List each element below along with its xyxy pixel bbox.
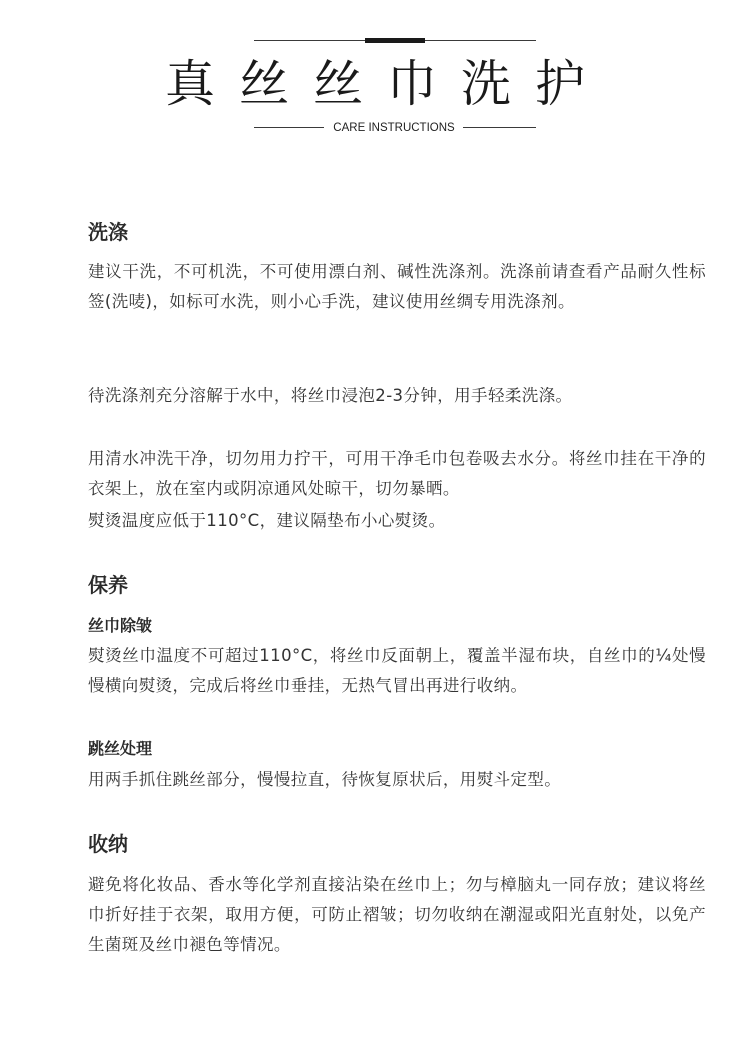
subtitle-right-rule xyxy=(463,127,536,128)
care-paragraph-wrinkles: 熨烫丝巾温度不可超过110°C，将丝巾反面朝上，覆盖半湿布块，自丝巾的¼处慢慢横向熨烫，完成后将丝巾垂挂，无热气冒出再进行收纳。 xyxy=(88,646,706,695)
washing-paragraph-4: 熨烫温度应低于110°C，建议隔垫布小心熨烫。 xyxy=(88,511,446,530)
washing-paragraph-3: 用清水冲洗干净，切勿用力拧干，可用干净毛巾包卷吸去水分。将丝巾挂在干净的衣架上，放在室内或阴凉通风处晾干，切勿暴晒。 xyxy=(88,449,706,498)
subtitle-left-rule xyxy=(254,127,324,128)
washing-paragraph-2: 待洗涤剂充分溶解于水中，将丝巾浸泡2-3分钟，用手轻柔洗涤。 xyxy=(88,386,573,405)
care-paragraph-snags: 用两手抓住跳丝部分，慢慢拉直，待恢复原状后，用熨斗定型。 xyxy=(88,770,562,789)
subtitle-row xyxy=(0,118,750,138)
section-heading-storage: 收纳 xyxy=(88,832,128,856)
page-header xyxy=(0,0,750,150)
page-title: 真丝丝巾洗护 xyxy=(165,55,609,113)
section-heading-washing: 洗涤 xyxy=(88,220,128,244)
care-subheading-snags: 跳丝处理 xyxy=(88,739,153,758)
washing-paragraph-1: 建议干洗，不可机洗，不可使用漂白剂、碱性洗涤剂。洗涤前请查看产品耐久性标签(洗唛)，如标可水洗，则小心手洗，建议使用丝绸专用洗涤剂。 xyxy=(88,262,706,311)
care-subheading-wrinkles: 丝巾除皱 xyxy=(88,616,153,635)
header-accent-bar xyxy=(365,38,425,43)
section-heading-care: 保养 xyxy=(88,573,128,597)
page-subtitle: CARE INSTRUCTIONS xyxy=(333,122,455,134)
storage-paragraph: 避免将化妆品、香水等化学剂直接沾染在丝巾上；勿与樟脑丸一同存放；建议将丝巾折好挂于衣架，取用方便，可防止褶皱；切勿收纳在潮湿或阳光直射处，以免产生菌斑及丝巾褪色等情况。 xyxy=(88,875,706,954)
